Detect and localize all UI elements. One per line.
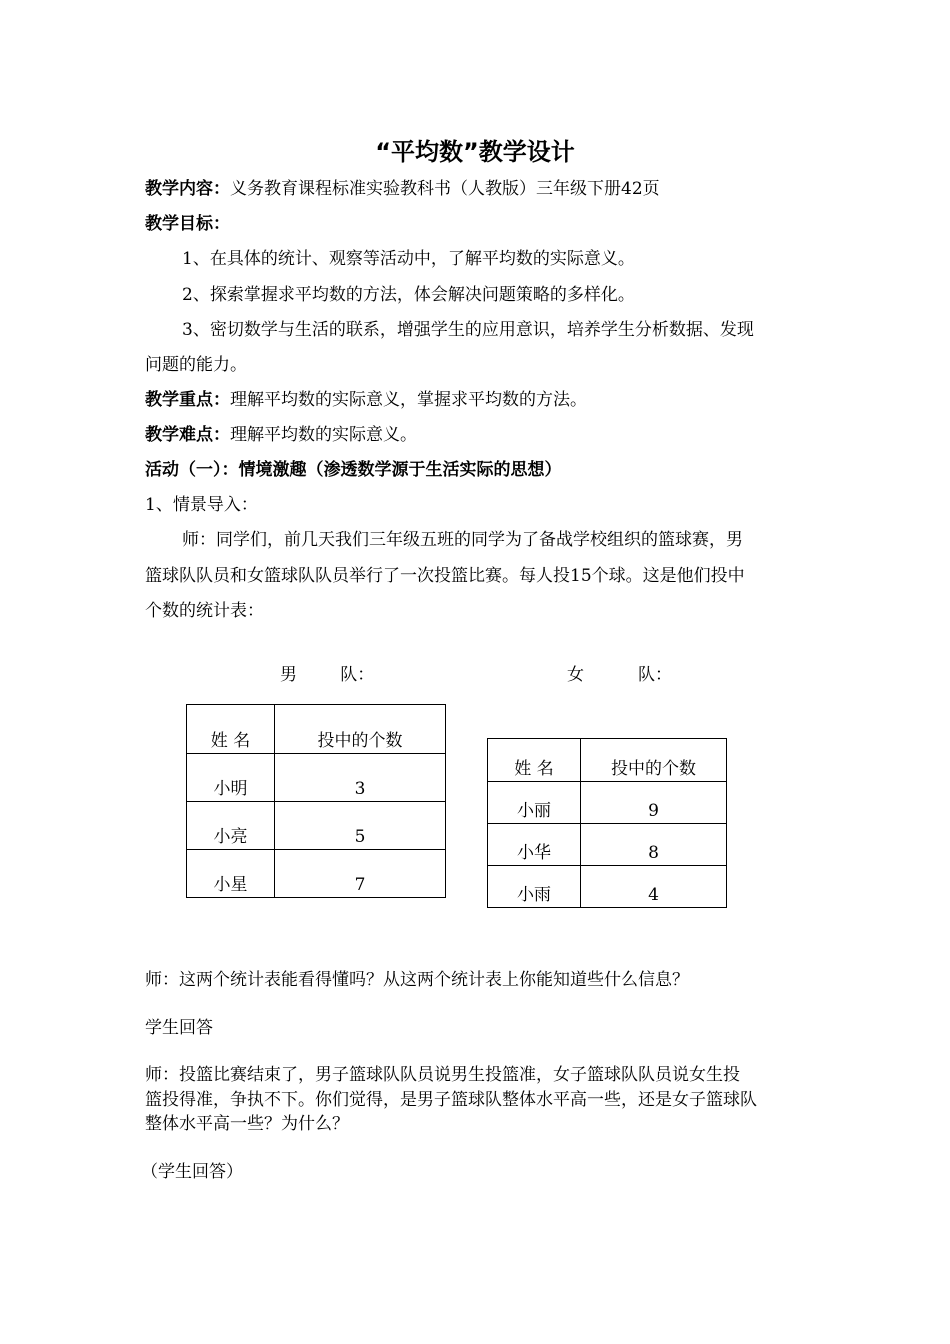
key-point-text: 理解平均数的实际意义，掌握求平均数的方法。: [230, 390, 587, 410]
goals-label: 教学目标：: [145, 214, 230, 234]
difficulty-label: 教学难点：: [145, 425, 230, 445]
boys-stats-table: [186, 704, 446, 898]
table-cell-name: 小华: [488, 824, 581, 866]
teacher-paragraph-1-line-3: 个数的统计表：: [145, 601, 264, 621]
table-header-name: 姓 名: [187, 705, 275, 754]
boys-team-label: 男 队：: [280, 665, 375, 685]
table-cell-count: 4: [581, 866, 727, 908]
goal-item-3-continued: 问题的能力。: [145, 355, 247, 375]
intro-heading: 1、情景导入：: [145, 495, 258, 515]
table-header-count: 投中的个数: [581, 739, 727, 782]
girls-team-label: 女 队：: [567, 665, 673, 685]
goal-item-3: 3、密切数学与生活的联系，增强学生的应用意识，培养学生分析数据、发现: [182, 320, 754, 340]
goal-item-2: 2、探索掌握求平均数的方法，体会解决问题策略的多样化。: [182, 285, 635, 305]
teacher-question-2: 师：这两个统计表能看得懂吗？从这两个统计表上你能知道些什么信息？: [145, 970, 689, 990]
table-cell-name: 小明: [187, 754, 275, 802]
activity-heading: 活动（一）：情境激趣（渗透数学源于生活实际的思想）: [145, 460, 562, 480]
document-title: “平均数”教学设计: [375, 138, 575, 166]
table-header-count: 投中的个数: [275, 705, 446, 754]
table-cell-count: 9: [581, 782, 727, 824]
difficulty-text: 理解平均数的实际意义。: [230, 425, 417, 445]
table-cell-count: 3: [275, 754, 446, 802]
girls-stats-table: [487, 738, 727, 908]
table-cell-count: 5: [275, 802, 446, 850]
content-label: 教学内容：: [145, 179, 230, 199]
teacher-paragraph-3-line-1: 师：投篮比赛结束了，男子篮球队队员说男生投篮准，女子篮球队队员说女生投: [145, 1065, 740, 1085]
goal-item-1: 1、在具体的统计、观察等活动中，了解平均数的实际意义。: [182, 249, 635, 269]
content-line: [145, 177, 815, 201]
teacher-paragraph-3-line-2: 篮投得准，争执不下。你们觉得，是男子篮球队整体水平高一些，还是女子篮球队: [145, 1090, 757, 1110]
teacher-paragraph-3-line-3: 整体水平高一些？为什么？: [145, 1114, 349, 1134]
student-answer-1: 学生回答: [145, 1018, 213, 1038]
key-point-line: [145, 388, 815, 412]
table-header-name: 姓 名: [488, 739, 581, 782]
table-row: [488, 782, 727, 824]
table-row: [187, 850, 446, 898]
table-header-row: [187, 705, 446, 754]
table-cell-count: 7: [275, 850, 446, 898]
difficulty-line: [145, 423, 815, 447]
table-row: [187, 802, 446, 850]
teacher-paragraph-1-line-2: 篮球队队员和女篮球队队员举行了一次投篮比赛。每人投15个球。这是他们投中: [145, 566, 745, 586]
content-text: 义务教育课程标准实验教科书（人教版）三年级下册42页: [230, 179, 660, 199]
table-cell-name: 小星: [187, 850, 275, 898]
table-row: [488, 866, 727, 908]
table-cell-name: 小丽: [488, 782, 581, 824]
table-row: [187, 754, 446, 802]
table-cell-count: 8: [581, 824, 727, 866]
table-cell-name: 小雨: [488, 866, 581, 908]
teacher-paragraph-1-line-1: 师：同学们，前几天我们三年级五班的同学为了备战学校组织的篮球赛，男: [182, 530, 743, 550]
table-cell-name: 小亮: [187, 802, 275, 850]
table-header-row: [488, 739, 727, 782]
student-answer-2: （学生回答）: [141, 1162, 243, 1182]
table-row: [488, 824, 727, 866]
key-point-label: 教学重点：: [145, 390, 230, 410]
